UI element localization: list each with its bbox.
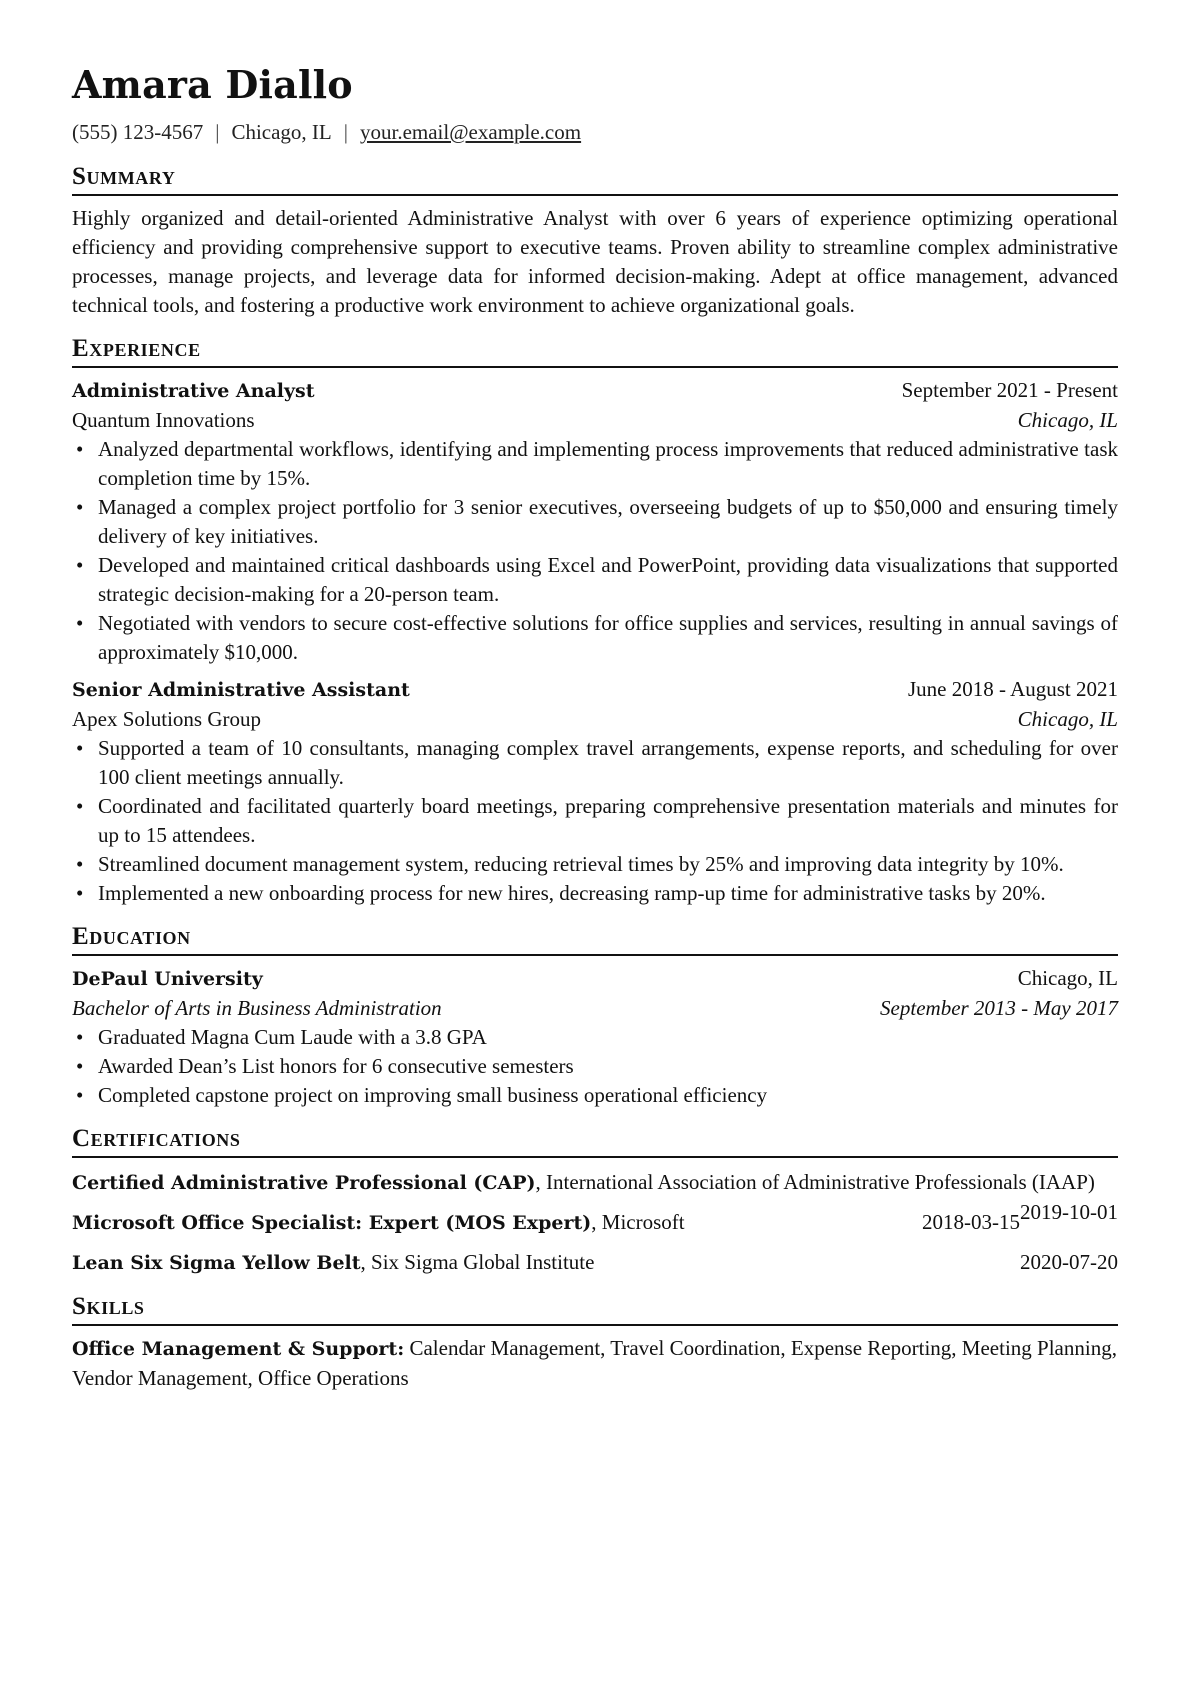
experience-section	[72, 334, 1118, 908]
skills-section	[72, 1292, 1118, 1393]
degree: Bachelor of Arts in Business Administration	[72, 996, 442, 1020]
job-bullets	[72, 435, 1118, 667]
contact-line	[72, 118, 1118, 146]
bullet-item: • Analyzed departmental workflows, identifying and implementing process improvements that reduced administrative task completion time by 15%.	[72, 435, 1118, 493]
bullet-item: • Awarded Dean’s List honors for 6 consecutive semesters	[72, 1052, 1118, 1081]
section-title-education: Education	[72, 922, 1118, 956]
education-entry	[72, 964, 1118, 1110]
job-role: Administrative Analyst	[72, 380, 315, 402]
education-dates: September 2013 - May 2017	[880, 996, 1118, 1020]
job-entry	[72, 675, 1118, 908]
certification-name: Certified Administrative Professional (CAP)	[72, 1172, 536, 1194]
certification-date: 2018-03-15	[922, 1210, 1020, 1234]
skill-category-items: Calendar Management, Travel Coordination, Expense Reporting, Meeting Planning, Vendor Management, Office Operations	[72, 1336, 1117, 1390]
location: Chicago, IL	[231, 120, 332, 144]
email-link[interactable]: your.email@example.com	[359, 120, 582, 144]
section-title-summary: Summary	[72, 162, 1118, 196]
section-title-certifications: Certifications	[72, 1124, 1118, 1158]
job-company: Apex Solutions Group	[72, 707, 261, 731]
bullet-item: • Supported a team of 10 consultants, managing complex travel arrangements, expense reports, and scheduling for over 100 client meetings annually.	[72, 734, 1118, 792]
job-company: Quantum Innovations	[72, 408, 255, 432]
certification-name: Microsoft Office Specialist: Expert (MOS Expert)	[72, 1212, 592, 1234]
certification-date: 2020-07-20	[1020, 1250, 1118, 1274]
job-role: Senior Administrative Assistant	[72, 679, 410, 701]
resume-page	[72, 62, 1118, 1393]
section-title-skills: Skills	[72, 1292, 1118, 1326]
bullet-item: • Developed and maintained critical dashboards using Excel and PowerPoint, providing data visualizations that supported strategic decision-making for a 20-person team.	[72, 551, 1118, 609]
certification-item: Certified Administrative Professional (CAP), International Association of Administrative Professionals (IAAP) 2019-10-01	[72, 1168, 1118, 1198]
summary-text: Highly organized and detail-oriented Administrative Analyst with over 6 years of experience optimizing operational efficiency and providing comprehensive support to executive teams. Proven ability to streamline complex administrative processes, manage projects, and leverage data for informed decision-making. Adept at office management, advanced technical tools, and fostering a productive work environment to achieve organizational goals.	[72, 206, 1118, 317]
certification-issuer: International Association of Administrative Professionals (IAAP)	[546, 1170, 1095, 1194]
job-entry	[72, 376, 1118, 667]
certification-item: Lean Six Sigma Yellow Belt, Six Sigma Global Institute 2020-07-20	[72, 1248, 1118, 1278]
school-name: DePaul University	[72, 968, 263, 990]
job-dates: September 2021 - Present	[901, 378, 1118, 402]
job-bullets	[72, 734, 1118, 908]
separator: |	[343, 120, 348, 144]
certification-issuer: Microsoft	[601, 1210, 685, 1234]
summary-section	[72, 162, 1118, 320]
school-location: Chicago, IL	[1017, 966, 1118, 990]
separator: |	[215, 120, 220, 144]
bullet-item: • Managed a complex project portfolio for 3 senior executives, overseeing budgets of up to $50,000 and ensuring timely delivery of key initiatives.	[72, 493, 1118, 551]
phone-number: (555) 123-4567	[72, 120, 204, 144]
bullet-item: • Negotiated with vendors to secure cost-effective solutions for office supplies and services, resulting in annual savings of approximately $10,000.	[72, 609, 1118, 667]
bullet-item: • Implemented a new onboarding process for new hires, decreasing ramp-up time for administrative tasks by 20%.	[72, 879, 1118, 908]
bullet-item: • Graduated Magna Cum Laude with a 3.8 GPA	[72, 1023, 1118, 1052]
bullet-item: • Completed capstone project on improving small business operational efficiency	[72, 1081, 1118, 1110]
job-location: Chicago, IL	[1017, 707, 1118, 731]
job-dates: June 2018 - August 2021	[908, 677, 1118, 701]
education-bullets	[72, 1023, 1118, 1110]
bullet-item: • Coordinated and facilitated quarterly board meetings, preparing comprehensive presentation materials and minutes for up to 15 attendees.	[72, 792, 1118, 850]
skill-category-label: Office Management & Support:	[72, 1338, 405, 1360]
skill-category	[72, 1334, 1118, 1393]
certification-item: Microsoft Office Specialist: Expert (MOS Expert), Microsoft 2018-03-15	[72, 1208, 1020, 1238]
candidate-name: Amara Diallo	[72, 62, 353, 107]
certification-date: 2019-10-01	[1020, 1200, 1118, 1224]
certifications-section	[72, 1124, 1118, 1278]
bullet-item: • Streamlined document management system, reducing retrieval times by 25% and improving data integrity by 10%.	[72, 850, 1118, 879]
job-location: Chicago, IL	[1017, 408, 1118, 432]
certification-name: Lean Six Sigma Yellow Belt	[72, 1252, 361, 1274]
section-title-experience: Experience	[72, 334, 1118, 368]
education-section	[72, 922, 1118, 1110]
certification-issuer: Six Sigma Global Institute	[371, 1250, 595, 1274]
